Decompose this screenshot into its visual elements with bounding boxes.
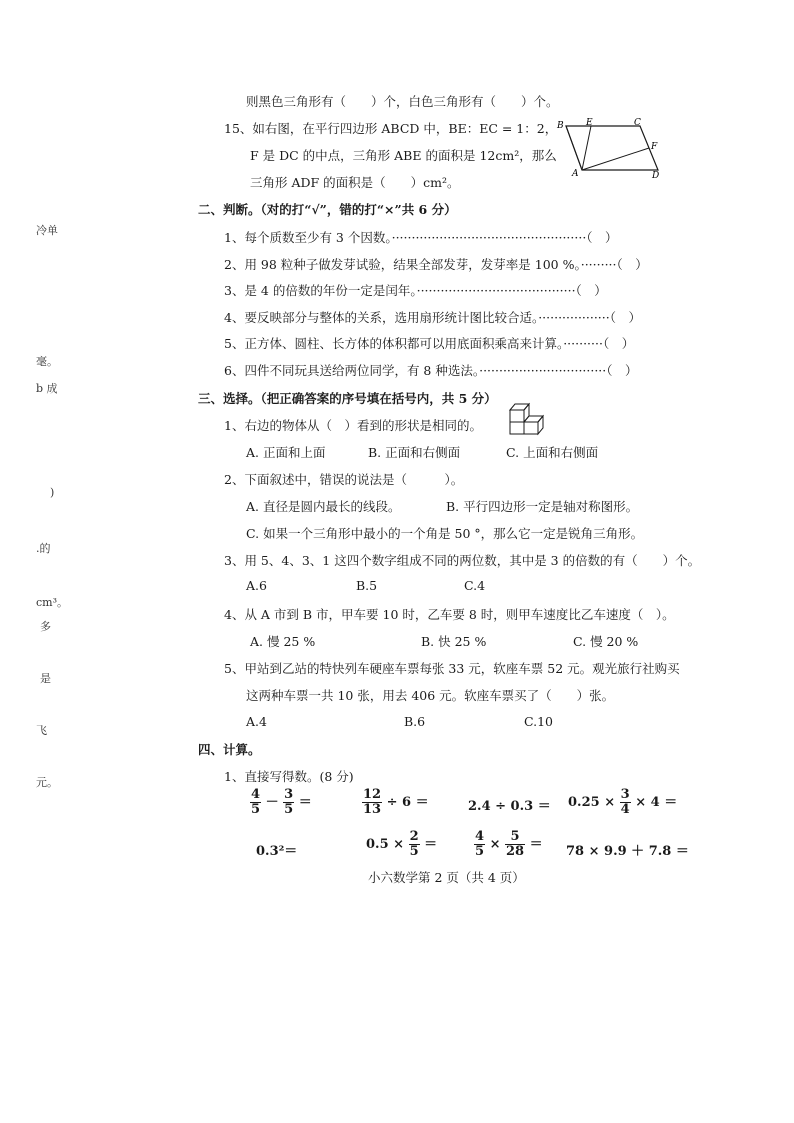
edge-fragment: 冷单 xyxy=(36,224,58,237)
mc-q2-option-c: C. 如果一个三角形中最小的一个角是 50 °，那么它一定是锐角三角形。 xyxy=(246,526,644,541)
calc-r2-c3: $\frac{4}{5}$ × $\frac{5}{28}$ ＝ xyxy=(475,829,543,859)
q15-line1: 15、如右图，在平行四边形 ABCD 中，BE：EC = 1：2， xyxy=(224,121,558,136)
edge-fragment: ) xyxy=(50,486,55,499)
mc-q1-option-a: A. 正面和上面 xyxy=(246,445,326,460)
mc-q2-option-b: B. 平行四边形一定是轴对称图形。 xyxy=(446,499,639,514)
label-a: A xyxy=(572,169,579,179)
label-e: E xyxy=(586,118,593,128)
mc-q2-stem: 2、下面叙述中，错误的说法是（ ）。 xyxy=(224,472,464,487)
mc-q5-stem-line1: 5、甲站到乙站的特快列车硬座车票每张 33 元，软座车票 52 元。观光旅行社购买 xyxy=(224,661,680,676)
q15-line2: F 是 DC 的中点，三角形 ABE 的面积是 12cm²，那么 xyxy=(250,148,557,163)
q15-line3: 三角形 ADF 的面积是（ ）cm²。 xyxy=(250,175,460,190)
mc-q3-option-a: A.6 xyxy=(246,578,267,593)
label-c: C xyxy=(634,118,641,128)
edge-fragment: .的 xyxy=(36,542,51,555)
mc-q3-stem: 3、用 5、4、3、1 这四个数字组成不同的两位数，其中是 3 的倍数的有（ ）个。 xyxy=(224,553,701,568)
section-3-title: 三、选择。（把正确答案的序号填在括号内，共 5 分） xyxy=(198,391,497,406)
mc-q4-option-c: C. 慢 20 % xyxy=(573,634,639,649)
edge-fragment: 飞 xyxy=(36,724,47,737)
label-d: D xyxy=(652,171,660,180)
mc-q3-option-c: C.4 xyxy=(464,578,486,593)
section-4-title: 四、计算。 xyxy=(198,742,261,757)
mc-q4-stem: 4、从 A 市到 B 市，甲车要 10 时，乙车要 8 时，则甲车速度比乙车速度（ ）。 xyxy=(224,607,675,622)
page-footer: 小六数学第 2 页（共 4 页） xyxy=(368,870,525,885)
judge-item: 4、要反映部分与整体的关系，选用扇形统计图比较合适。··················（ ） xyxy=(224,310,641,325)
mc-q3-option-b: B.5 xyxy=(356,578,378,593)
mc-q1-option-b: B. 正面和右侧面 xyxy=(368,445,461,460)
calc-r1-c3: 2.4 ÷ 0.3 ＝ xyxy=(468,799,551,814)
q14-tail: 则黑色三角形有（ ）个，白色三角形有（ ）个。 xyxy=(246,94,559,109)
mc-q5-option-a: A.4 xyxy=(246,714,267,729)
judge-item: 3、是 4 的倍数的年份一定是闰年。········································（ ） xyxy=(224,283,607,298)
calc-r2-c2: 0.5 × $\frac{2}{5}$ ＝ xyxy=(366,829,438,859)
edge-fragment: 元。 xyxy=(36,776,58,789)
cube-stack-figure xyxy=(506,398,550,438)
calc-sub1-title: 1、直接写得数。(8 分) xyxy=(224,769,354,784)
segment-af xyxy=(582,148,649,170)
edge-fragment: cm³。 xyxy=(36,596,69,609)
calc-r2-c1: 0.3²＝ xyxy=(256,844,298,859)
mc-q5-option-c: C.10 xyxy=(524,714,553,729)
mc-q5-stem-line2: 这两种车票一共 10 张，用去 406 元。软座车票买了（ ）张。 xyxy=(246,688,615,703)
edge-fragment: 是 xyxy=(40,672,51,685)
calc-r1-c1: $\frac{4}{5}$ － $\frac{3}{5}$ ＝ xyxy=(251,787,312,817)
edge-fragment: b 成 xyxy=(36,382,58,395)
mc-q1-option-c: C. 上面和右侧面 xyxy=(506,445,599,460)
parallelogram-figure xyxy=(552,118,664,180)
segment-ae xyxy=(582,126,591,170)
mc-q4-option-a: A. 慢 25 % xyxy=(250,634,316,649)
edge-fragment: 多 xyxy=(40,620,51,633)
label-b: B xyxy=(557,121,564,131)
edge-fragment: 毫。 xyxy=(36,355,58,368)
judge-item: 5、正方体、圆柱、长方体的体积都可以用底面积乘高来计算。··········（ ） xyxy=(224,336,635,351)
mc-q4-option-b: B. 快 25 % xyxy=(421,634,487,649)
calc-r1-c2: $\frac{12}{13}$ ÷ 6 ＝ xyxy=(363,787,429,817)
label-f: F xyxy=(651,142,658,152)
mc-q5-option-b: B.6 xyxy=(404,714,426,729)
section-2-title: 二、判断。（对的打“√”，错的打“×”共 6 分） xyxy=(198,202,457,217)
segment-ab xyxy=(566,126,582,170)
judge-item: 1、每个质数至少有 3 个因数。·················································（ ） xyxy=(224,230,618,245)
mc-q2-option-a: A. 直径是圆内最长的线段。 xyxy=(246,499,401,514)
calc-r1-c4: 0.25 × $\frac{3}{4}$ × 4 ＝ xyxy=(568,787,678,817)
mc-q1-stem: 1、右边的物体从（ ）看到的形状是相同的。 xyxy=(224,418,482,433)
judge-item: 6、四件不同玩具送给两位同学，有 8 种选法。································（ ） xyxy=(224,363,638,378)
calc-r2-c4: 78 × 9.9 ＋ 7.8 ＝ xyxy=(566,844,689,859)
judge-item: 2、用 98 粒种子做发芽试验，结果全部发芽，发芽率是 100 %。·········（ ） xyxy=(224,257,648,272)
